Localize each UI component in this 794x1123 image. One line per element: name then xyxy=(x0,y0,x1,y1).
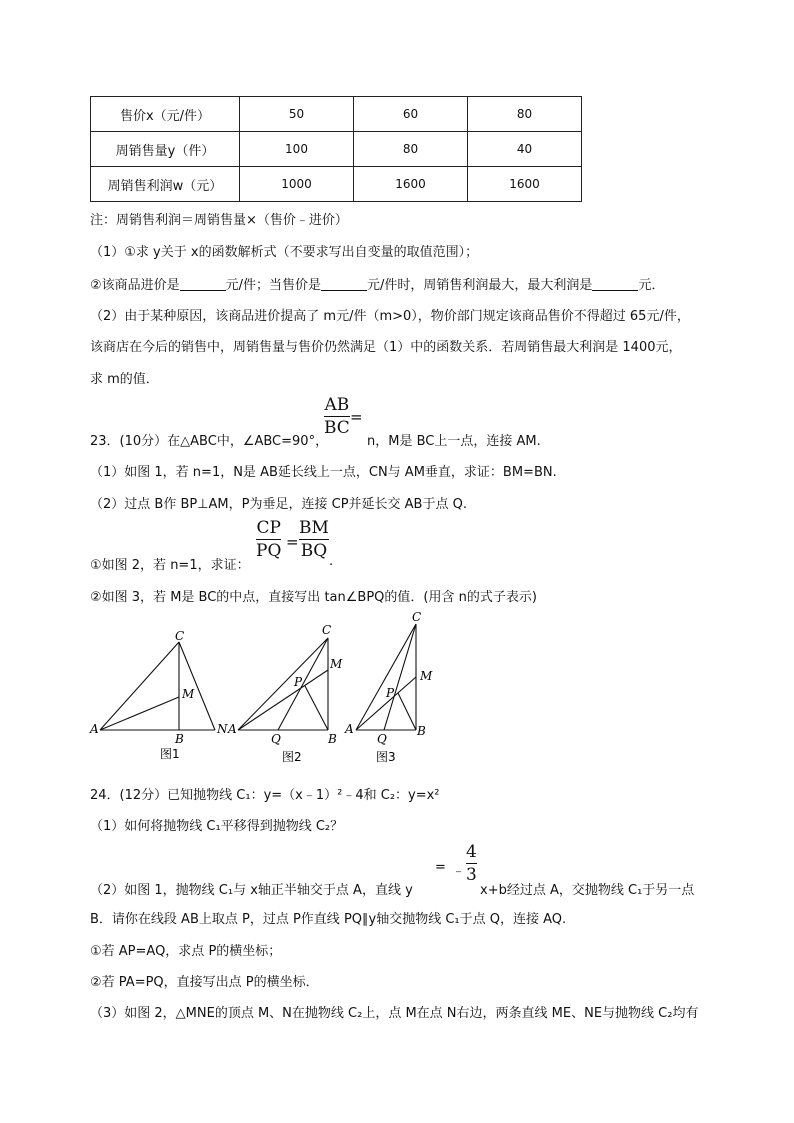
q22-part2-line3: 求 m的值． xyxy=(90,372,159,387)
fig3-label-b: B xyxy=(417,724,426,738)
fraction-denominator: BQ xyxy=(300,541,328,561)
table-cell: 1600 xyxy=(354,167,468,202)
fraction-bar xyxy=(256,539,281,540)
answer-blank xyxy=(592,278,638,291)
table-cell: 50 xyxy=(240,97,354,132)
q23-part2-1 xyxy=(90,554,250,573)
equals-sign: = xyxy=(350,408,363,426)
q22-part2-line1: （2）由于某种原因，该商品进价提高了 m元/件（m>0），物价部门规定该商品售价不得超过 65元/件， xyxy=(90,309,690,324)
table-cell: 80 xyxy=(354,132,468,167)
q24-head: 24．(12分）已知抛物线 C₁：y=（x﹣1）²﹣4和 C₂：y=x² xyxy=(90,788,440,803)
q24-part2-2: ②若 PA=PQ，直接写出点 P的横坐标． xyxy=(90,975,319,990)
fig3-label-m: M xyxy=(420,669,433,683)
fraction-numerator: BM xyxy=(299,518,329,538)
fraction-bar xyxy=(466,863,477,864)
fraction-bm-bq xyxy=(299,518,329,561)
q24-part2-1: ①若 AP=AQ，求点 P的横坐标； xyxy=(90,944,282,959)
price-sales-table xyxy=(90,96,582,202)
row-header: 售价x（元/件） xyxy=(91,97,240,132)
q23-head-b: n，M是 BC上一点，连接 AM. xyxy=(367,434,541,449)
q22-part2-line2: 该商店在今后的销售中，周销售量与售价仍然满足（1）中的函数关系．若周销售最大利润是 1400元， xyxy=(90,340,682,355)
fraction-denominator: 3 xyxy=(466,865,477,885)
q22-text: 元/件；当售价是 xyxy=(225,278,322,293)
table-cell: 1000 xyxy=(240,167,354,202)
q22-part1-line2 xyxy=(90,274,664,293)
fig1-label-a: A xyxy=(90,722,99,736)
q22-note: 注：周销售利润＝周销售量×（售价﹣进价） xyxy=(90,213,348,228)
row-header: 周销售量y（件） xyxy=(91,132,240,167)
fraction-bar xyxy=(324,416,350,417)
equals-sign: = xyxy=(286,533,299,551)
table-cell: 1600 xyxy=(468,167,582,202)
q23-part1: （1）如图 1，若 n=1，N是 AB延长线上一点，CN与 AM垂直，求证：BM=BN. xyxy=(90,465,557,480)
table-cell: 60 xyxy=(354,97,468,132)
q24-part1: （1）如何将抛物线 C₁平移得到抛物线 C₂？ xyxy=(90,819,344,834)
fig3-label-q: Q xyxy=(377,732,387,746)
fraction-ab-bc xyxy=(324,395,350,438)
equals-sign: = xyxy=(435,860,446,875)
fig2-label-q: Q xyxy=(271,732,281,746)
fig2-label-c: C xyxy=(322,623,332,637)
table-cell: 40 xyxy=(468,132,582,167)
fig2-label-b: B xyxy=(328,732,337,746)
fig1-label-n: N xyxy=(217,722,228,736)
q22-text: 元/件时，周销售利润最大，最大利润是 xyxy=(367,278,593,293)
answer-blank xyxy=(321,278,367,291)
q22-part1-line1: （1）①求 y关于 x的函数解析式（不要求写出自变量的取值范围）； xyxy=(90,245,479,260)
table-row xyxy=(91,97,582,132)
fraction-denominator: BC xyxy=(324,418,350,438)
fig2-label-p: P xyxy=(294,675,303,689)
fig2-label-a: A xyxy=(228,722,237,736)
period: . xyxy=(329,554,334,569)
minus-sign: ﹣ xyxy=(452,864,466,879)
figure-3 xyxy=(356,624,416,730)
fig3-caption: 图3 xyxy=(376,750,396,764)
q23-head-a: 23．(10分）在△ABC中，∠ABC=90°， xyxy=(90,434,329,449)
fig1-caption: 图1 xyxy=(160,747,180,761)
fig1-label-m: M xyxy=(182,687,195,701)
fraction-denominator: PQ xyxy=(256,541,282,561)
q24-part2-a: （2）如图 1，抛物线 C₁与 x轴正半轴交于点 A，直线 y xyxy=(90,883,413,898)
fig3-label-a: A xyxy=(345,722,354,736)
figure-2 xyxy=(238,638,328,730)
fig2-label-m: M xyxy=(330,657,343,671)
row-header: 周销售利润w（元） xyxy=(91,167,240,202)
fig3-label-p: P xyxy=(386,686,395,700)
fraction-bar xyxy=(299,539,329,540)
q22-text: 元． xyxy=(638,278,665,293)
q24-part2-b: x+b经过点 A，交抛物线 C₁于另一点 xyxy=(480,883,695,898)
fraction-numerator: 4 xyxy=(466,842,477,862)
table-row xyxy=(91,167,582,202)
q22-text: ②该商品进价是 xyxy=(90,278,180,293)
q23-text: ①如图 2，若 n=1，求证： xyxy=(90,558,250,573)
figure-1 xyxy=(100,642,215,730)
q23-part2-2: ②如图 3，若 M是 BC的中点，直接写出 tan∠BPQ的值．(用含 n的式子表示) xyxy=(90,590,537,605)
table-cell: 80 xyxy=(468,97,582,132)
fraction-numerator: CP xyxy=(256,518,281,538)
fig1-label-c: C xyxy=(175,629,185,643)
table-cell: 100 xyxy=(240,132,354,167)
fig2-caption: 图2 xyxy=(282,750,302,764)
q23-figures xyxy=(88,610,448,770)
q24-part2-line2: B．请你在线段 AB上取点 P，过点 P作直线 PQ∥y轴交抛物线 C₁于点 Q，连接 AQ. xyxy=(90,912,567,927)
fraction-4-3 xyxy=(466,842,477,885)
answer-blank xyxy=(180,278,226,291)
fraction-numerator: AB xyxy=(324,395,350,415)
q24-part3: （3）如图 2，△MNE的顶点 M、N在抛物线 C₂上，点 M在点 N右边，两条直线 ME、NE与抛物线 C₂均有 xyxy=(90,1006,699,1021)
q23-part2: （2）过点 B作 BP⊥AM，P为垂足，连接 CP并延长交 AB于点 Q. xyxy=(90,497,467,512)
fig3-label-c: C xyxy=(412,610,422,624)
fig1-label-b: B xyxy=(175,732,184,746)
fraction-cp-pq xyxy=(256,518,281,561)
table-row xyxy=(91,132,582,167)
